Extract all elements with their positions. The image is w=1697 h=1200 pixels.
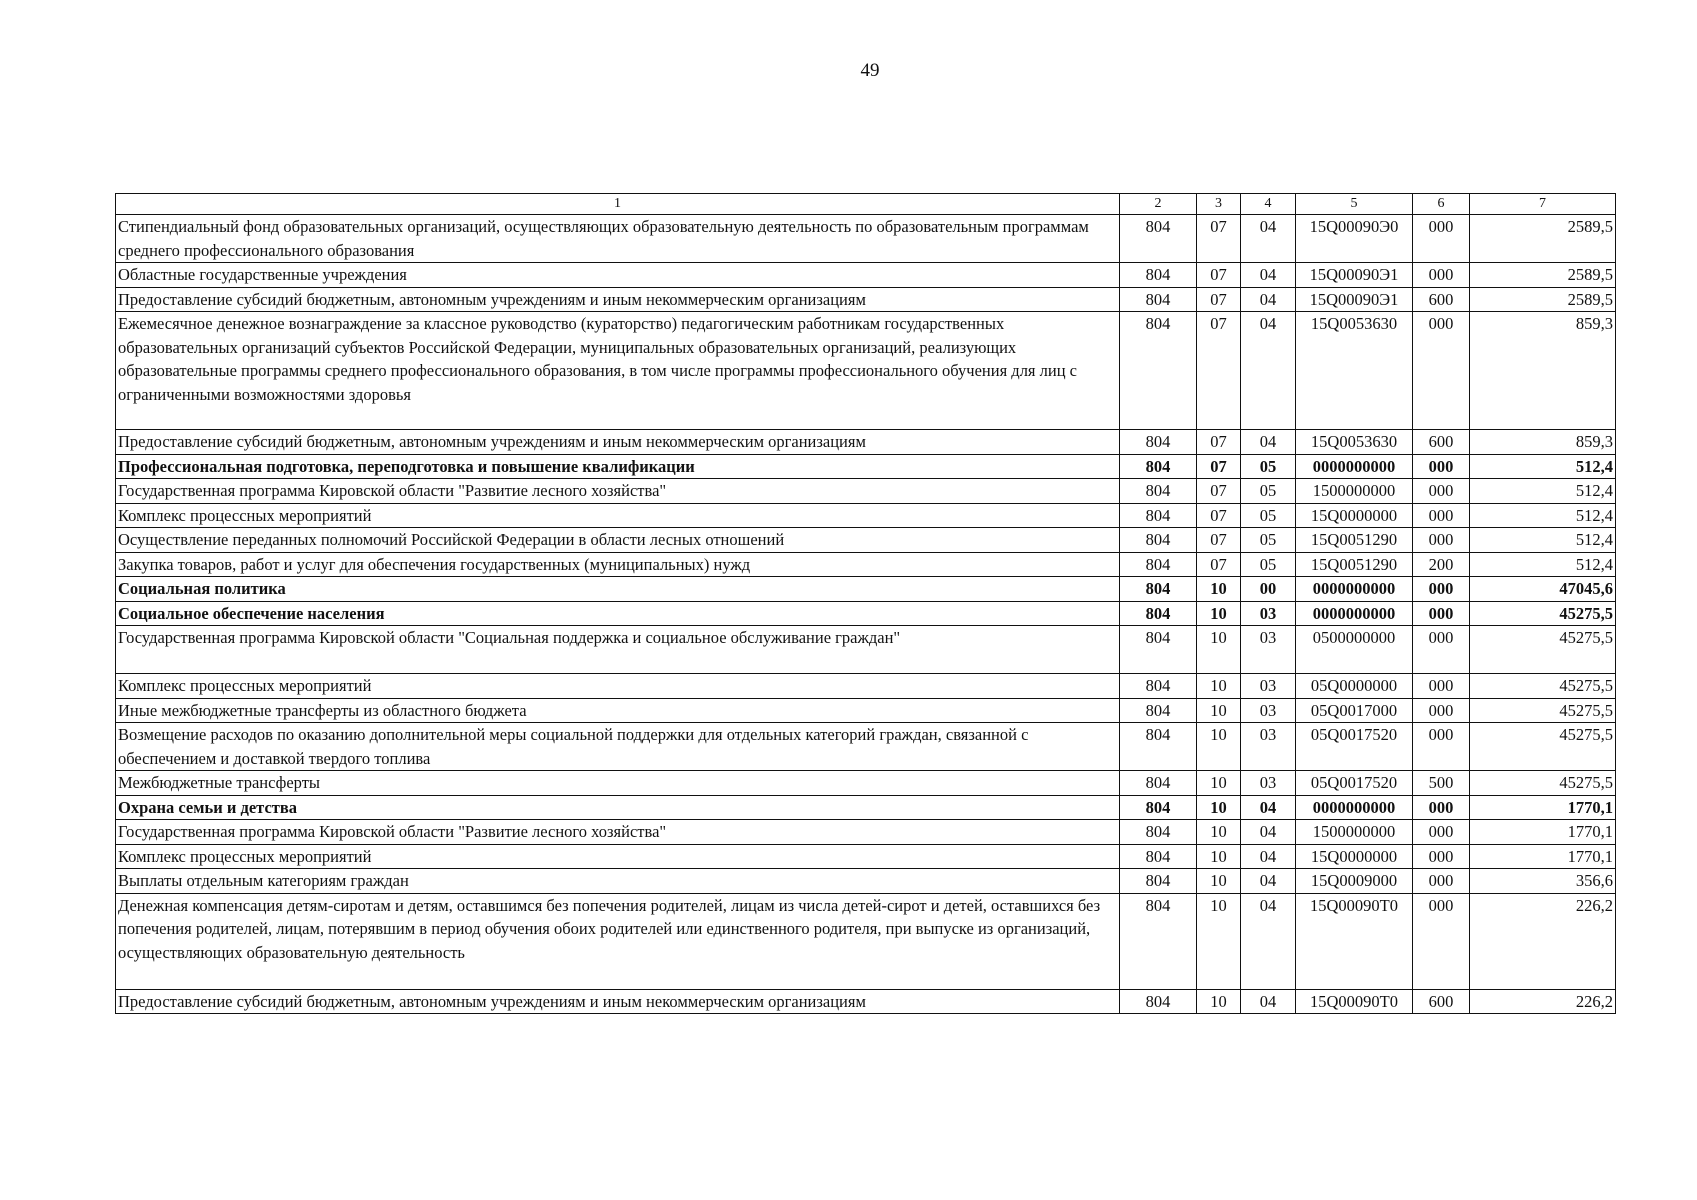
row-name-cell: Ежемесячное денежное вознаграждение за классное руководство (кураторство) педагогическим работникам государственных образовательных организаций субъектов Российской Федерации, муниципальных образовательных организаций, реализующих образовательные программы среднего профессионального образования, в том числе программы профессионального обучения для лиц с ограниченными возможностями здоровья: [116, 312, 1120, 430]
amount-cell: 1770,1: [1470, 795, 1616, 820]
expense-type-code-cell: 600: [1413, 430, 1470, 455]
ministry-code-cell: 804: [1120, 844, 1197, 869]
amount-cell: 512,4: [1470, 528, 1616, 553]
section-code-cell: 10: [1197, 820, 1241, 845]
ministry-code-cell: 804: [1120, 552, 1197, 577]
target-article-code-cell: 15Q00090Э1: [1296, 263, 1413, 288]
table-row: [116, 869, 1616, 894]
section-code-cell: 10: [1197, 869, 1241, 894]
subsection-code-cell: 04: [1241, 844, 1296, 869]
section-code-cell: 10: [1197, 674, 1241, 699]
subsection-code-cell: 03: [1241, 626, 1296, 674]
table-row: [116, 263, 1616, 288]
target-article-code-cell: 15Q0009000: [1296, 869, 1413, 894]
target-article-code-cell: 15Q00090T0: [1296, 989, 1413, 1014]
amount-cell: 45275,5: [1470, 674, 1616, 699]
ministry-code-cell: 804: [1120, 723, 1197, 771]
subsection-code-cell: 04: [1241, 820, 1296, 845]
target-article-code-cell: 15Q0053630: [1296, 312, 1413, 430]
expense-type-code-cell: 000: [1413, 528, 1470, 553]
table-row: [116, 674, 1616, 699]
table-row: [116, 795, 1616, 820]
expense-type-code-cell: 000: [1413, 215, 1470, 263]
ministry-code-cell: 804: [1120, 795, 1197, 820]
expense-type-code-cell: 000: [1413, 577, 1470, 602]
row-name-cell: Предоставление субсидий бюджетным, автономным учреждениям и иным некоммерческим организациям: [116, 287, 1120, 312]
header-cell: 1: [116, 194, 1120, 215]
ministry-code-cell: 804: [1120, 893, 1197, 989]
target-article-code-cell: 15Q0051290: [1296, 528, 1413, 553]
section-code-cell: 10: [1197, 698, 1241, 723]
row-name-cell: Иные межбюджетные трансферты из областного бюджета: [116, 698, 1120, 723]
subsection-code-cell: 04: [1241, 795, 1296, 820]
row-name-cell: Выплаты отдельным категориям граждан: [116, 869, 1120, 894]
amount-cell: 859,3: [1470, 312, 1616, 430]
ministry-code-cell: 804: [1120, 771, 1197, 796]
target-article-code-cell: 05Q0017520: [1296, 723, 1413, 771]
ministry-code-cell: 804: [1120, 577, 1197, 602]
target-article-code-cell: 15Q0000000: [1296, 503, 1413, 528]
subsection-code-cell: 03: [1241, 674, 1296, 699]
table-row: [116, 820, 1616, 845]
subsection-code-cell: 05: [1241, 479, 1296, 504]
subsection-code-cell: 03: [1241, 698, 1296, 723]
subsection-code-cell: 04: [1241, 263, 1296, 288]
table-row: [116, 723, 1616, 771]
expense-type-code-cell: 000: [1413, 869, 1470, 894]
amount-cell: 512,4: [1470, 479, 1616, 504]
amount-cell: 45275,5: [1470, 626, 1616, 674]
table-row: [116, 771, 1616, 796]
page-number: 49: [860, 60, 880, 81]
row-name-cell: Межбюджетные трансферты: [116, 771, 1120, 796]
expense-type-code-cell: 000: [1413, 263, 1470, 288]
table-row: [116, 454, 1616, 479]
ministry-code-cell: 804: [1120, 601, 1197, 626]
expense-type-code-cell: 000: [1413, 844, 1470, 869]
ministry-code-cell: 804: [1120, 430, 1197, 455]
amount-cell: 226,2: [1470, 893, 1616, 989]
row-name-cell: Комплекс процессных мероприятий: [116, 503, 1120, 528]
expense-type-code-cell: 000: [1413, 820, 1470, 845]
subsection-code-cell: 04: [1241, 893, 1296, 989]
subsection-code-cell: 03: [1241, 601, 1296, 626]
target-article-code-cell: 15Q0053630: [1296, 430, 1413, 455]
budget-table: [115, 193, 1616, 1014]
table-row: [116, 601, 1616, 626]
expense-type-code-cell: 000: [1413, 454, 1470, 479]
amount-cell: 1770,1: [1470, 844, 1616, 869]
section-code-cell: 07: [1197, 552, 1241, 577]
amount-cell: 2589,5: [1470, 287, 1616, 312]
row-name-cell: Закупка товаров, работ и услуг для обеспечения государственных (муниципальных) нужд: [116, 552, 1120, 577]
amount-cell: 512,4: [1470, 454, 1616, 479]
expense-type-code-cell: 000: [1413, 674, 1470, 699]
target-article-code-cell: 05Q0000000: [1296, 674, 1413, 699]
expense-type-code-cell: 000: [1413, 723, 1470, 771]
amount-cell: 1770,1: [1470, 820, 1616, 845]
header-cell: 7: [1470, 194, 1616, 215]
ministry-code-cell: 804: [1120, 215, 1197, 263]
subsection-code-cell: 05: [1241, 552, 1296, 577]
target-article-code-cell: 0000000000: [1296, 795, 1413, 820]
amount-cell: 45275,5: [1470, 723, 1616, 771]
row-name-cell: Областные государственные учреждения: [116, 263, 1120, 288]
row-name-cell: Осуществление переданных полномочий Российской Федерации в области лесных отношений: [116, 528, 1120, 553]
row-name-cell: Социальная политика: [116, 577, 1120, 602]
section-code-cell: 07: [1197, 312, 1241, 430]
table-row: [116, 503, 1616, 528]
section-code-cell: 07: [1197, 454, 1241, 479]
expense-type-code-cell: 000: [1413, 698, 1470, 723]
table-row: [116, 626, 1616, 674]
amount-cell: 45275,5: [1470, 771, 1616, 796]
expense-type-code-cell: 000: [1413, 626, 1470, 674]
target-article-code-cell: 1500000000: [1296, 479, 1413, 504]
expense-type-code-cell: 000: [1413, 795, 1470, 820]
row-name-cell: Денежная компенсация детям-сиротам и детям, оставшимся без попечения родителей, лицам из числа детей-сирот и детей, оставшихся без попечения родителей, лицам, потерявшим в период обучения обоих родителей или единственного родителя, при выпуске из организаций, осуществляющих образовательную деятельность: [116, 893, 1120, 989]
expense-type-code-cell: 500: [1413, 771, 1470, 796]
subsection-code-cell: 04: [1241, 989, 1296, 1014]
target-article-code-cell: 1500000000: [1296, 820, 1413, 845]
expense-type-code-cell: 200: [1413, 552, 1470, 577]
ministry-code-cell: 804: [1120, 454, 1197, 479]
expense-type-code-cell: 000: [1413, 479, 1470, 504]
row-name-cell: Профессиональная подготовка, переподготовка и повышение квалификации: [116, 454, 1120, 479]
section-code-cell: 07: [1197, 503, 1241, 528]
table-row: [116, 989, 1616, 1014]
amount-cell: 512,4: [1470, 503, 1616, 528]
subsection-code-cell: 04: [1241, 312, 1296, 430]
table-row: [116, 430, 1616, 455]
amount-cell: 2589,5: [1470, 263, 1616, 288]
row-name-cell: Государственная программа Кировской области "Развитие лесного хозяйства": [116, 479, 1120, 504]
subsection-code-cell: 04: [1241, 869, 1296, 894]
table-row: [116, 844, 1616, 869]
row-name-cell: Охрана семьи и детства: [116, 795, 1120, 820]
table-row: [116, 528, 1616, 553]
ministry-code-cell: 804: [1120, 989, 1197, 1014]
ministry-code-cell: 804: [1120, 698, 1197, 723]
ministry-code-cell: 804: [1120, 674, 1197, 699]
subsection-code-cell: 05: [1241, 503, 1296, 528]
ministry-code-cell: 804: [1120, 820, 1197, 845]
header-cell: 2: [1120, 194, 1197, 215]
table-row: [116, 698, 1616, 723]
table-row: [116, 893, 1616, 989]
ministry-code-cell: 804: [1120, 528, 1197, 553]
amount-cell: 47045,6: [1470, 577, 1616, 602]
expense-type-code-cell: 000: [1413, 601, 1470, 626]
section-code-cell: 10: [1197, 844, 1241, 869]
row-name-cell: Стипендиальный фонд образовательных организаций, осуществляющих образовательную деятельность по образовательным программам среднего профессионального образования: [116, 215, 1120, 263]
target-article-code-cell: 0000000000: [1296, 454, 1413, 479]
table-body: [116, 215, 1616, 1014]
ministry-code-cell: 804: [1120, 287, 1197, 312]
section-code-cell: 10: [1197, 577, 1241, 602]
table-row: [116, 479, 1616, 504]
target-article-code-cell: 0500000000: [1296, 626, 1413, 674]
section-code-cell: 10: [1197, 795, 1241, 820]
row-name-cell: Государственная программа Кировской области "Социальная поддержка и социальное обслуживание граждан": [116, 626, 1120, 674]
row-name-cell: Предоставление субсидий бюджетным, автономным учреждениям и иным некоммерческим организациям: [116, 989, 1120, 1014]
subsection-code-cell: 03: [1241, 771, 1296, 796]
target-article-code-cell: 15Q0000000: [1296, 844, 1413, 869]
subsection-code-cell: 04: [1241, 287, 1296, 312]
section-code-cell: 10: [1197, 723, 1241, 771]
section-code-cell: 07: [1197, 263, 1241, 288]
expense-type-code-cell: 000: [1413, 893, 1470, 989]
target-article-code-cell: 0000000000: [1296, 601, 1413, 626]
expense-type-code-cell: 000: [1413, 312, 1470, 430]
header-cell: 6: [1413, 194, 1470, 215]
target-article-code-cell: 0000000000: [1296, 577, 1413, 602]
row-name-cell: Предоставление субсидий бюджетным, автономным учреждениям и иным некоммерческим организациям: [116, 430, 1120, 455]
amount-cell: 859,3: [1470, 430, 1616, 455]
target-article-code-cell: 15Q00090T0: [1296, 893, 1413, 989]
row-name-cell: Возмещение расходов по оказанию дополнительной меры социальной поддержки для отдельных категорий граждан, связанной с обеспечением и доставкой твердого топлива: [116, 723, 1120, 771]
target-article-code-cell: 05Q0017520: [1296, 771, 1413, 796]
ministry-code-cell: 804: [1120, 869, 1197, 894]
table-row: [116, 287, 1616, 312]
table-row: [116, 312, 1616, 430]
section-code-cell: 07: [1197, 215, 1241, 263]
row-name-cell: Социальное обеспечение населения: [116, 601, 1120, 626]
table-row: [116, 215, 1616, 263]
table-row: [116, 552, 1616, 577]
section-code-cell: 07: [1197, 528, 1241, 553]
subsection-code-cell: 04: [1241, 430, 1296, 455]
section-code-cell: 10: [1197, 771, 1241, 796]
ministry-code-cell: 804: [1120, 503, 1197, 528]
subsection-code-cell: 04: [1241, 215, 1296, 263]
table-row: [116, 577, 1616, 602]
amount-cell: 356,6: [1470, 869, 1616, 894]
section-code-cell: 10: [1197, 601, 1241, 626]
row-name-cell: Государственная программа Кировской области "Развитие лесного хозяйства": [116, 820, 1120, 845]
target-article-code-cell: 15Q0051290: [1296, 552, 1413, 577]
section-code-cell: 07: [1197, 479, 1241, 504]
amount-cell: 45275,5: [1470, 601, 1616, 626]
row-name-cell: Комплекс процессных мероприятий: [116, 674, 1120, 699]
header-cell: 3: [1197, 194, 1241, 215]
section-code-cell: 07: [1197, 287, 1241, 312]
row-name-cell: Комплекс процессных мероприятий: [116, 844, 1120, 869]
amount-cell: 512,4: [1470, 552, 1616, 577]
section-code-cell: 10: [1197, 989, 1241, 1014]
section-code-cell: 10: [1197, 626, 1241, 674]
expense-type-code-cell: 600: [1413, 989, 1470, 1014]
section-code-cell: 10: [1197, 893, 1241, 989]
target-article-code-cell: 15Q00090Э0: [1296, 215, 1413, 263]
amount-cell: 226,2: [1470, 989, 1616, 1014]
subsection-code-cell: 00: [1241, 577, 1296, 602]
amount-cell: 2589,5: [1470, 215, 1616, 263]
ministry-code-cell: 804: [1120, 626, 1197, 674]
expense-type-code-cell: 000: [1413, 503, 1470, 528]
ministry-code-cell: 804: [1120, 479, 1197, 504]
expense-type-code-cell: 600: [1413, 287, 1470, 312]
header-row: [116, 194, 1616, 215]
subsection-code-cell: 03: [1241, 723, 1296, 771]
subsection-code-cell: 05: [1241, 528, 1296, 553]
subsection-code-cell: 05: [1241, 454, 1296, 479]
section-code-cell: 07: [1197, 430, 1241, 455]
ministry-code-cell: 804: [1120, 312, 1197, 430]
ministry-code-cell: 804: [1120, 263, 1197, 288]
header-cell: 5: [1296, 194, 1413, 215]
amount-cell: 45275,5: [1470, 698, 1616, 723]
target-article-code-cell: 15Q00090Э1: [1296, 287, 1413, 312]
target-article-code-cell: 05Q0017000: [1296, 698, 1413, 723]
header-cell: 4: [1241, 194, 1296, 215]
